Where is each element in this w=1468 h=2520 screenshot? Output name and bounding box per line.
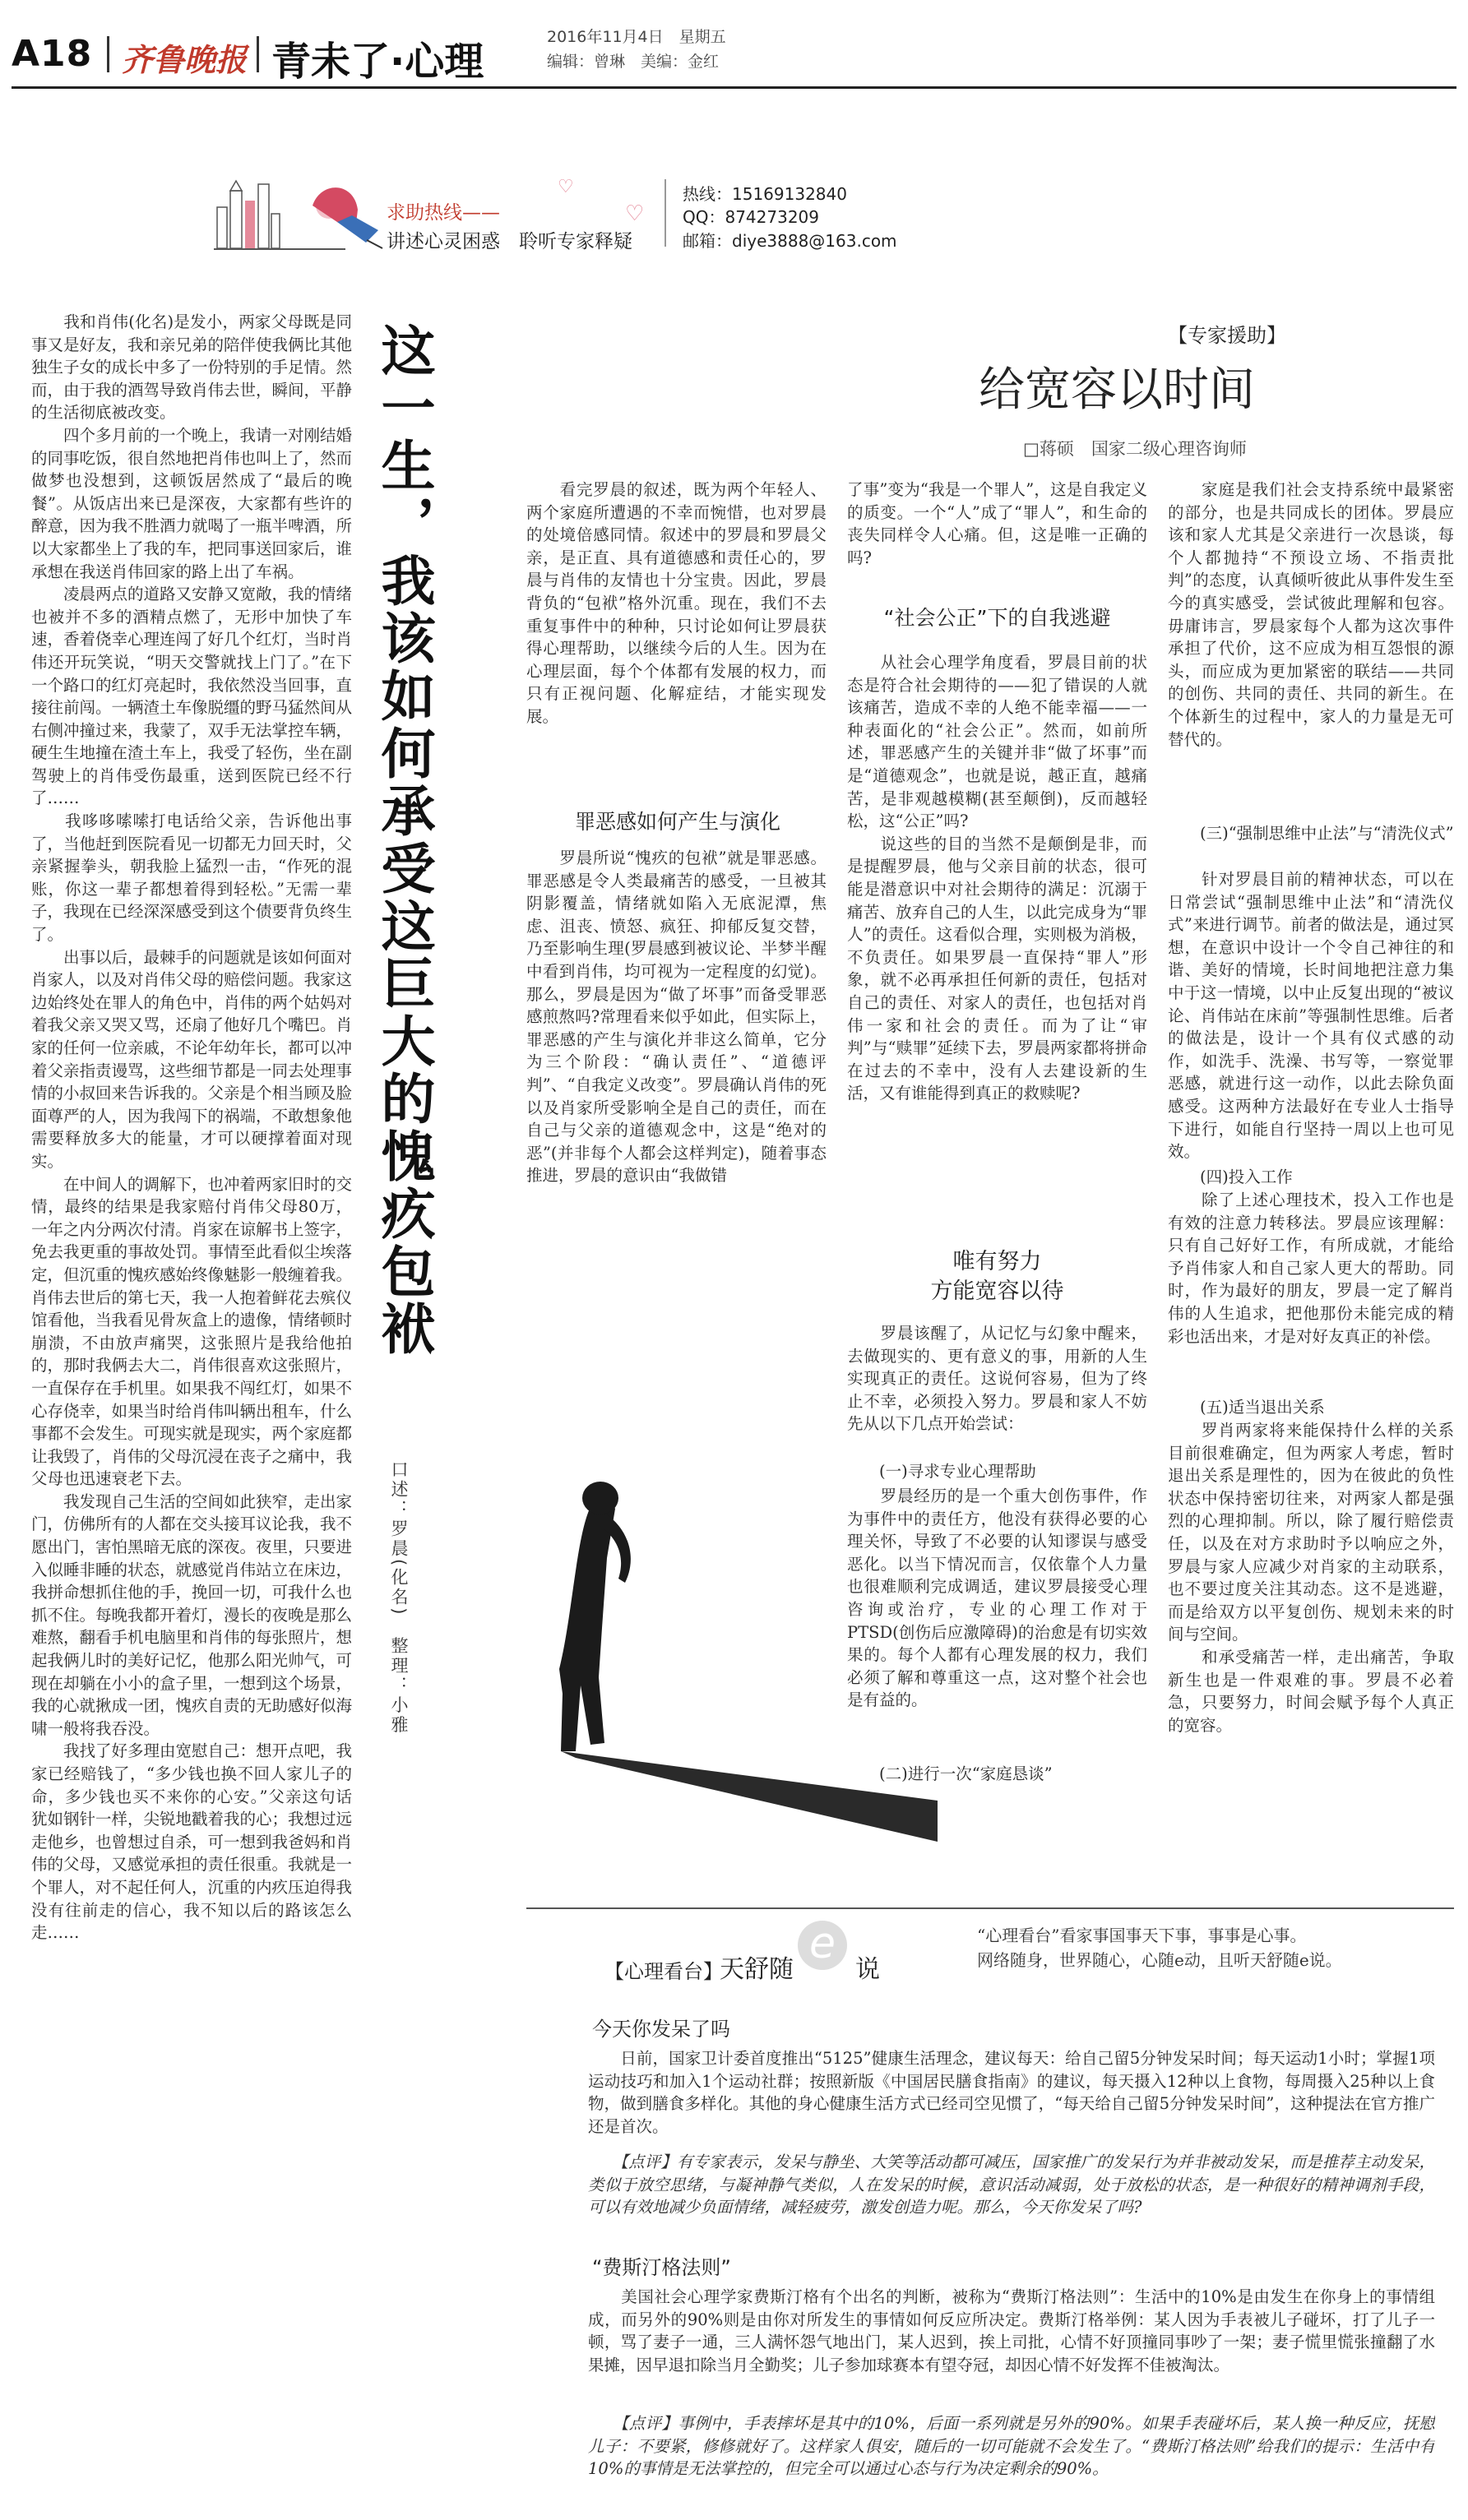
expert-col2-effort: 罗晨该醒了，从记忆与幻象中醒来，去做现实的、更有意义的事，用新的人生实现真正的责任。这说何容易，但为了终止不幸，必须投入努力。罗晨和家人不妨先从以下几点开始尝试： bbox=[847, 1324, 1147, 1434]
item-2-comment: 【点评】事例中，手表摔坏是其中的10%，后面一系列就是另外的90%。如果手表碰坏后，某人换一种反应，抚慰儿子：不要紧，修修就好了。这样家人俱安，随后的一切可能就不会发生了。“费斯汀格法则”给我们的提示：生活中有10%的事情是无法掌控的，但完全可以通过心态与行为决定剩余的90%。 bbox=[588, 2414, 1435, 2479]
column-tag: 【心理看台】 bbox=[604, 1960, 723, 1983]
cityscape-illustration bbox=[214, 164, 387, 255]
issue-date: 2016年11月4日 星期五 bbox=[547, 28, 726, 46]
point-3-heading: (三)“强制思维中止法”与“清洗仪式” bbox=[1168, 824, 1454, 843]
masthead-divider bbox=[257, 36, 259, 72]
expert-col2-body: 从社会心理学角度看，罗晨目前的状态是符合社会期待的——犯了错误的人就该痛苦，造成不幸的人绝不能幸福——一种表面化的“社会公正”。然而，如前所述，罪恶感产生的关键并非“做了坏事”而是“道德观念”，也就是说，越正直，越痛苦，是非观越模糊(甚至颠倒)，反而越轻松，这“公正”吗? 说这些的目的当然不是颠倒是非，而是提醒罗晨，他与父亲目前的状态，很可能是潜意识中对社会期待的满足：沉溺于痛苦、放弃自己的人生，以此完成身为“罪人”的责任。这看似合理，实则极为消极，不负责任。如果罗晨一直保持“罪人”形象，就不必再承担任何新的责任，包括对自己的责任、对家人的责任，也包括对肖伟一家和社会的责任。而为了让“审判”与“赎罪”延续下去，罗晨两家都将拼命在过去的不幸中，没有人去建设新的生活，又有谁能得到真正的救赎呢? bbox=[847, 653, 1147, 1103]
column-name-end: 说 bbox=[855, 1955, 880, 1984]
hotline-title: 求助热线—— bbox=[387, 202, 500, 224]
page-number: A18 bbox=[12, 33, 93, 75]
masthead-divider bbox=[107, 36, 109, 72]
item-1-comment: 【点评】有专家表示，发呆与静坐、大笑等活动都可减压，国家推广的发呆行为并非被动发呆，而是推荐主动发呆，类似于放空思绪，与凝神静气类似，人在发呆的时候，意识活动减弱，处于放松的状态，是一种很好的精神调剂手段，可以有效地减少负面情绪，减轻疲劳，激发创造力呢。那么，今天你发呆了吗? bbox=[588, 2152, 1435, 2217]
column-name: 天舒随 bbox=[720, 1955, 794, 1984]
subheading-effort-line2: 方能宽容以待 bbox=[930, 1278, 1064, 1304]
expert-col2-top: 了事”变为“我是一个罪人”，这是自我定义的质变。一个“人”成了“罪人”，和生命的丧失同样令人心痛。但，这是唯一正确的吗? bbox=[847, 480, 1147, 567]
column-e-letter: e bbox=[798, 1921, 847, 1970]
point-4-heading: (四)投入工作 bbox=[1168, 1168, 1293, 1186]
item-1-title: 今天你发呆了吗 bbox=[592, 2018, 730, 2041]
point-1-heading: (一)寻求专业心理帮助 bbox=[847, 1462, 1036, 1481]
point-5-heading: (五)适当退出关系 bbox=[1168, 1398, 1325, 1417]
masthead-rule bbox=[12, 86, 1456, 89]
expert-col2-point1: 罗晨经历的是一个重大创伤事件，作为事件中的责任方，他没有获得必要的心理关怀，导致了不必要的认知谬误与感受恶化。以当下情况而言，仅依靠个人力量也很难顺利完成调适，建议罗晨接受心理咨询或治疗，专业的心理工作对于PTSD(创伤后应激障碍)的治愈是有切实效果的。每个人都有心理发展的权力，我们必须了解和尊重这一点，这对整个社会也是有益的。 bbox=[847, 1487, 1147, 1710]
expert-title: 给宽容以时间 bbox=[979, 363, 1255, 417]
column-motto-2: 网络随身，世界随心，心随e动，且听天舒随e说。 bbox=[977, 1950, 1342, 1970]
column-box-border bbox=[526, 1907, 1454, 1909]
expert-col3-work: 除了上述心理技术，投入工作也是有效的注意力转移法。罗晨应该理解：只有自己好好工作，有所成就，才能给予肖伟家人和自己家人更大的帮助。同时，作为最好的朋友，罗晨一定了解肖伟的人生追求，把他那份未能完成的精彩也活出来，才是对好友真正的补偿。 bbox=[1168, 1191, 1454, 1346]
hotline-divider bbox=[665, 179, 666, 247]
item-2-title: “费斯汀格法则” bbox=[592, 2256, 731, 2279]
expert-col3-family: 家庭是我们社会支持系统中最紧密的部分，也是共同成长的团体。罗晨应该和家人尤其是父亲进行一次恳谈，每个人都抛持“不预设立场、不指责批判”的态度，认真倾听彼此从事件发生至今的真实感受，尝试彼此理解和包容。毋庸讳言，罗晨家每个人都为这次事件承担了代价，这不应成为相互怨恨的源头，而应成为更加紧密的联结——共同的创伤、共同的责任、共同的新生。在个体新生的过程中，家人的力量是无可替代的。 bbox=[1168, 480, 1454, 749]
bowed-figure-illustration bbox=[526, 1414, 938, 1858]
expert-col1-intro: 看完罗晨的叙述，既为两个年轻人、两个家庭所遭遇的不幸而惋惜，也对罗晨的处境倍感同情。叙述中的罗晨和罗晨父亲，是正直、具有道德感和责任心的，罗晨与肖伟的友情也十分宝贵。因此，罗晨背负的“包袱”格外沉重。现在，我们不去重复事件中的种种，只讨论如何让罗晨获得心理帮助，以继续今后的人生。因为在心理层面，每个个体都有发展的权力，而只有正视问题、化解症结，才能实现发展。 bbox=[526, 480, 827, 726]
column-motto: “心理看台”看家事国事天下事，事事是心事。 bbox=[977, 1926, 1307, 1945]
subheading-effort: 唯有努力 bbox=[952, 1249, 1042, 1274]
section-title: 青未了·心理 bbox=[271, 39, 484, 85]
expert-tag: 【专家援助】 bbox=[1168, 324, 1286, 347]
expert-col3-technique: 针对罗晨目前的精神状态，可以在日常尝试“强制思维中止法”和“清洗仪式”来进行调节。前者的做法是，通过冥想，在意识中设计一个令自己神往的和谐、美好的情境，长时间地把注意力集中于这一情境，以中止反复出现的“被议论、肖伟站在床前”等强制性思维。后者的做法是，设计一个具有仪式感的动作，如洗手、洗澡、书写等，一察觉罪恶感，就进行这一动作，以此去除负面感受。这两种方法最好在专业人士指导下进行，如能自行坚持一周以上也可见效。 bbox=[1168, 870, 1454, 1162]
expert-author: □蒋硕 国家二级心理咨询师 bbox=[1023, 439, 1247, 459]
heart-icon: ♡ bbox=[625, 201, 645, 226]
story-byline: 口述：罗晨(化名) 整理：小雅 bbox=[389, 1460, 409, 1736]
hotline-phone: 热线：15169132840 bbox=[683, 184, 847, 204]
item-1-text: 日前，国家卫计委首度推出“5125”健康生活理念，建议每天：给自己留5分钟发呆时间；每天运动1小时；掌握1项运动技巧和加入1个运动社群；按照新版《中国居民膳食指南》的建议，每天摄入12种以上食物，每周摄入25种以上食物，做到膳食多样化。其他的身心健康生活方式已经司空见惯了，“每天给自己留5分钟发呆时间”，这种提法在官方推广还是首次。 bbox=[588, 2049, 1435, 2136]
item-2-text: 美国社会心理学家费斯汀格有个出名的判断，被称为“费斯汀格法则”：生活中的10%是由发生在你身上的事情组成，而另外的90%则是由你对所发生的事情如何反应所决定。费斯汀格举例：某人因为手表被儿子碰坏，打了儿子一顿，骂了妻子一通，三人满怀怨气地出门，某人迟到，挨上司批，心情不好顶撞同事吵了一架；妻子慌里慌张撞翻了水果摊，因早退扣除当月全勤奖；儿子参加球赛本有望夺冠，却因心情不好发挥不佳被淘汰。 bbox=[588, 2287, 1435, 2374]
editors-line: 编辑：曾琳 美编：金红 bbox=[547, 53, 720, 71]
hotline-slogan: 讲述心灵困惑 聆听专家释疑 bbox=[387, 231, 632, 252]
point-2-heading: (二)进行一次“家庭恳谈” bbox=[847, 1764, 1053, 1783]
expert-col3-relations: 罗肖两家将来能保持什么样的关系目前很难确定，但为两家人考虑，暂时退出关系是理性的，因为在彼此的负性状态中保持密切往来，对两家人都是强烈的心理抑制。所以，除了履行赔偿责任，以及在对方求助时予以响应之外，罗晨与家人应减少对肖家的主动联系，也不要过度关注其动态。这不是逃避，而是给双方以平复创伤、规划未来的时间与空间。 和承受痛苦一样，走出痛苦，争取新生也是一件艰难的事。罗晨不必着急，只要努力，时间会赋予每个人真正的宽容。 bbox=[1168, 1421, 1454, 1735]
subheading-guilt-origin: 罪恶感如何产生与演化 bbox=[574, 810, 780, 834]
heart-icon: ♡ bbox=[558, 177, 574, 197]
story-headline: 这一生，我该如何承受这巨大的愧疚包袱 bbox=[372, 322, 435, 1358]
story-col1: 我和肖伟(化名)是发小，两家父母既是同事又是好友，我和亲兄弟的陪伴使我俩比其他独生子女的成长中多了一份特别的手足情。然而，由于我的酒驾导致肖伟去世，瞬间，平静的生活彻底被改变。 四个多月前的一个晚上，我请一对刚结婚的同事吃饭，很自然地把肖伟也叫上了，然而做梦也没想到，这顿饭居然成了“最后的晚餐”。从饭店出来已是深夜，大家都有些许的醉意，因为我不胜酒力就喝了一瓶半啤酒，所以大家都坐上了我的车，把同事送回家后，谁承想在我送肖伟回家的路上出了车祸。 凌晨两点的道路又安静又宽敞，我的情绪也被并不多的酒精点燃了，无形中加快了车速，香着侥幸心理连闯了好几个红灯，当时肖伟还开玩笑说，“明天交警就找上门了。”在下一个路口的红灯亮起时，我依然没当回事，直接往前闯。一辆渣土车像脱缰的野马猛然间从右侧冲撞过来，我蒙了，双手无法掌控车辆，硬生生地撞在渣土车上，我受了轻伤，坐在副驾驶上的肖伟受伤最重，送到医院已经不行了…… 我哆哆嗦嗦打电话给父亲，告诉他出事了，当他赶到医院看见一切都无力回天时，父亲紧握拳头，朝我脸上猛烈一击，“作死的混账，你这一辈子都想着得到轻松。”无需一辈子，我现在已经深深感受到这个债要背负终生了。 出事以后，最棘手的问题就是该如何面对肖家人，以及对肖伟父母的赔偿问题。我家这边始终处在罪人的角色中，肖伟的两个姑妈对着我父亲又哭又骂，还扇了他好几个嘴巴。肖家的任何一位亲戚，不论年幼年长，都可以冲着父亲指责谩骂，这些细节都是一同去处理事情的小叔回来告诉我的。父亲是个相当顾及脸面尊严的人，因为我闯下的祸端，不敢想象他需要释放多大的能量，才可以硬撑着面对现实。 在中间人的调解下，也冲着两家旧时的交情，最终的结果是我家赔付肖伟父母80万，一年之内分两次付清。肖家在谅解书上签字，免去我更重的事故处罚。事情至此看似尘埃落定，但沉重的愧疚感始终像魅影一般缠着我。肖伟去世后的第七天，我一人抱着鲜花去殡仪馆看他，当我看见骨灰盒上的遗像，情绪顿时崩溃，不由放声痛哭，这张照片是我给他拍的，那时我俩去大二，肖伟很喜欢这张照片，一直保存在手机里。如果我不闯红灯，如果不心存侥幸，如果当时给肖伟叫辆出租车，什么事都不会发生。可现实就是现实，两个家庭都让我毁了，肖伟的父母沉浸在丧子之痛中，我父母也迅速衰老下去。 我发现自己生活的空间如此狭窄，走出家门，仿佛所有的人都在交头接耳议论我，我不愿出门，害怕黑暗无底的深夜。夜里，只要进入似睡非睡的状态，就感觉肖伟站立在床边，我拼命想抓住他的手，挽回一切，可我什么也抓不住。每晚我都开着灯，漫长的夜晚是那么难熬，翻看手机电脑里和肖伟的每张照片，想起我俩儿时的美好记忆，他那么阳光帅气，可现在却躺在小小的盒子里，一想到这个场景，我的心就揪成一团，愧疚自责的无助感好似海啸一般将我吞没。 我找了好多理由宽慰自己：想开点吧，我家已经赔钱了，“多少钱也换不回人家儿子的命，多少钱也买不来你的心安。”父亲这句话犹如钢针一样，尖锐地戳着我的心；我想过远走他乡，也曾想过自杀，可一想到我爸妈和肖伟的父母，又感觉承担的责任很重。我就是一个罪人，对不起任何人，沉重的内疚压迫得我没有往前走的信心，我不知以后的路该怎么走…… bbox=[31, 312, 352, 1943]
hotline-qq: QQ：874273209 bbox=[683, 207, 820, 227]
expert-col1-body: 罗晨所说“愧疚的包袱”就是罪恶感。罪恶感是令人类最痛苦的感受，一旦被其阴影覆盖，情绪就如陷入无底泥潭，焦虑、沮丧、愤怒、疯狂、抑郁反复交替，乃至影响生理(罗晨感到被议论、半梦半醒中看到肖伟，均可视为一定程度的幻觉)。那么，罗晨是因为“做了坏事”而备受罪恶感煎熬吗?常理看来似乎如此，但实际上，罪恶感的产生与演化并非这么简单，它分为三个阶段：“确认责任”、“道德评判”、“自我定义改变”。罗晨确认肖伟的死以及肖家所受影响全是自己的责任，而在自己与父亲的道德观念中，这是“绝对的恶”(并非每个人都会这样判定)，随着事态推进，罗晨的意识由“我做错 bbox=[526, 848, 827, 1186]
hotline-email: 邮箱：diye3888@163.com bbox=[683, 231, 897, 251]
subheading-social-justice: “社会公正”下的自我逃避 bbox=[883, 606, 1111, 630]
paper-logo: 齐鲁晚报 bbox=[122, 41, 248, 78]
